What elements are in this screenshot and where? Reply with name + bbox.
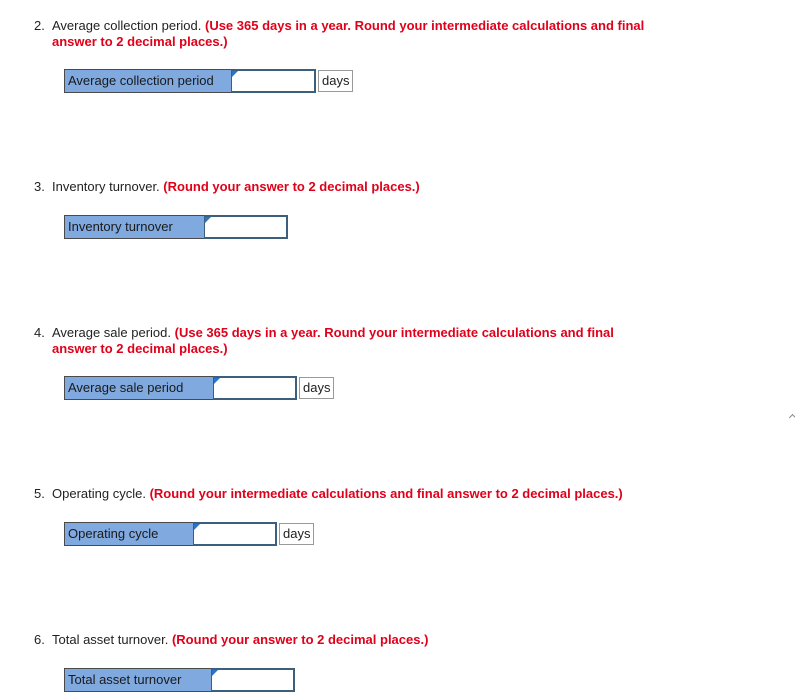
answer-label: Operating cycle xyxy=(64,522,194,546)
input-flag-icon xyxy=(232,71,238,77)
answer-row-average-collection-period xyxy=(64,69,353,93)
answer-label: Average collection period xyxy=(64,69,232,93)
question-4 xyxy=(34,325,674,357)
answer-row-total-asset-turnover xyxy=(64,668,295,692)
question-number: 2. xyxy=(34,18,45,33)
question-prompt: Operating cycle. xyxy=(52,486,146,501)
question-instruction-cont: answer to 2 decimal places.) xyxy=(52,341,228,356)
question-number: 3. xyxy=(34,179,45,194)
question-prompt: Inventory turnover. xyxy=(52,179,160,194)
unit-label: days xyxy=(279,523,314,545)
question-prompt: Average collection period. xyxy=(52,18,202,33)
question-number: 5. xyxy=(34,486,45,501)
answer-input-box[interactable] xyxy=(193,522,277,546)
inventory-turnover-input[interactable] xyxy=(205,217,286,237)
scroll-edge-arrow-icon xyxy=(789,414,795,421)
answer-input-box[interactable] xyxy=(211,668,295,692)
answer-row-inventory-turnover xyxy=(64,215,288,239)
question-3 xyxy=(34,179,674,195)
input-flag-icon xyxy=(214,378,220,384)
average-collection-period-input[interactable] xyxy=(232,71,314,91)
question-instruction: (Round your answer to 2 decimal places.) xyxy=(171,632,429,647)
answer-input-box[interactable] xyxy=(213,376,297,400)
answer-label: Average sale period xyxy=(64,376,214,400)
question-instruction: (Round your intermediate calculations and final answer to 2 decimal places.) xyxy=(149,486,623,501)
question-prompt: Average sale period. xyxy=(52,325,172,340)
question-instruction-cont: answer to 2 decimal places.) xyxy=(52,34,228,49)
answer-label: Inventory turnover xyxy=(64,215,205,239)
question-instruction: (Round your answer to 2 decimal places.) xyxy=(163,179,420,194)
input-flag-icon xyxy=(212,670,218,676)
question-instruction: (Use 365 days in a year. Round your intermediate calculations and final xyxy=(204,18,645,33)
question-5 xyxy=(34,486,674,502)
answer-input-box[interactable] xyxy=(231,69,316,93)
operating-cycle-input[interactable] xyxy=(194,524,275,544)
question-instruction: (Use 365 days in a year. Round your intermediate calculations and final xyxy=(174,325,614,340)
answer-input-box[interactable] xyxy=(204,215,288,239)
question-number: 4. xyxy=(34,325,45,340)
answer-row-average-sale-period xyxy=(64,376,334,400)
input-flag-icon xyxy=(194,524,200,530)
question-prompt: Total asset turnover. xyxy=(52,632,169,647)
answer-row-operating-cycle xyxy=(64,522,314,546)
question-2 xyxy=(34,18,674,50)
question-6 xyxy=(34,632,674,648)
total-asset-turnover-input[interactable] xyxy=(212,670,293,690)
unit-label: days xyxy=(299,377,334,399)
average-sale-period-input[interactable] xyxy=(214,378,295,398)
input-flag-icon xyxy=(205,217,211,223)
unit-label: days xyxy=(318,70,353,92)
question-number: 6. xyxy=(34,632,45,647)
answer-label: Total asset turnover xyxy=(64,668,212,692)
